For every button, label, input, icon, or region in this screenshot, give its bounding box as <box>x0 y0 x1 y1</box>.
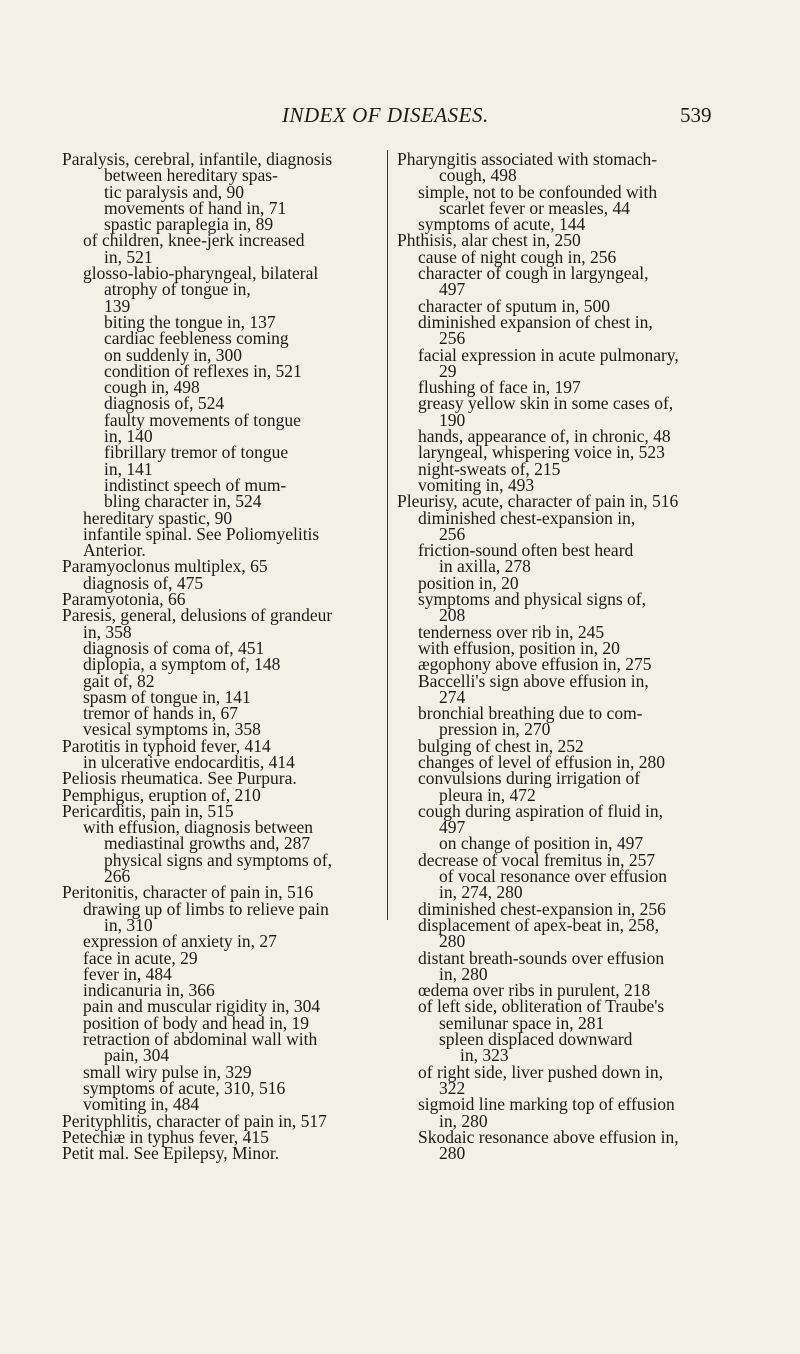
index-subentry-line: with effusion, diagnosis between <box>83 817 314 838</box>
index-subentry-line: diplopia, a symptom of, 148 <box>83 654 281 675</box>
index-subentry-line: in, 358 <box>83 621 132 642</box>
index-subentry-line: in, 280 <box>439 1110 488 1131</box>
index-subentry-line: diagnosis of, 524 <box>104 393 225 414</box>
index-subentry-line: symptoms and physical signs of, <box>418 589 646 610</box>
index-subentry-line: ægophony above effusion in, 275 <box>418 654 652 675</box>
index-subentry-line: vomiting in, 493 <box>418 474 535 495</box>
index-subentry-line: of left side, obliteration of Traube's <box>418 996 665 1017</box>
index-subentry-line: semilunar space in, 281 <box>439 1012 605 1033</box>
index-heading-line: Pleurisy, acute, character of pain in, 516 <box>397 491 679 512</box>
index-subentry-line: Baccelli's sign above effusion in, <box>418 670 649 691</box>
index-subentry-line: symptoms of acute, 144 <box>418 214 586 235</box>
index-subentry-line: convulsions during irrigation of <box>418 768 641 789</box>
index-subentry-line: spastic paraplegia in, 89 <box>104 214 274 235</box>
index-subentry-line: gait of, 82 <box>83 670 155 691</box>
index-subentry-line: flushing of face in, 197 <box>418 377 581 398</box>
index-subentry-line: in, 140 <box>104 426 153 447</box>
index-subentry-line: scarlet fever or measles, 44 <box>439 197 630 218</box>
index-subentry-line: hereditary spastic, 90 <box>83 507 233 528</box>
index-heading-line: Petit mal. See Epilepsy, Minor. <box>62 1143 280 1164</box>
index-subentry-line: symptoms of acute, 310, 516 <box>83 1077 286 1098</box>
index-subentry-line: tremor of hands in, 67 <box>83 703 239 724</box>
index-subentry-line: cough in, 498 <box>104 377 200 398</box>
index-subentry-line: of vocal resonance over effusion <box>439 866 668 887</box>
index-subentry-line: retraction of abdominal wall with <box>83 1029 318 1050</box>
index-subentry-line: 322 <box>439 1077 466 1098</box>
index-subentry-line: in, 274, 280 <box>439 882 523 903</box>
index-heading-line: Peritonitis, character of pain in, 516 <box>62 882 314 903</box>
running-head <box>0 103 800 133</box>
index-subentry-line: 497 <box>439 279 466 300</box>
index-subentry-line: cough during aspiration of fluid in, <box>418 800 663 821</box>
index-subentry-line: mediastinal growths and, 287 <box>104 833 311 854</box>
index-subentry-line: in, 141 <box>104 458 153 479</box>
index-subentry-line: simple, not to be confounded with <box>418 181 658 202</box>
index-subentry-line: Anterior. <box>83 540 146 561</box>
index-subentry-line: cough, 498 <box>439 165 517 186</box>
index-subentry-line: diagnosis of coma of, 451 <box>83 637 265 658</box>
column-divider <box>387 150 388 920</box>
index-subentry-line: 274 <box>439 686 466 707</box>
index-subentry-line: between hereditary spas- <box>104 165 278 186</box>
index-subentry-line: bronchial breathing due to com- <box>418 703 643 724</box>
index-heading-line: Phthisis, alar chest in, 250 <box>397 230 581 251</box>
index-subentry-line: œdema over ribs in purulent, 218 <box>418 980 651 1001</box>
index-subentry-line: on suddenly in, 300 <box>104 344 243 365</box>
index-heading-line: Paralysis, cerebral, infantile, diagnosis <box>62 149 333 169</box>
index-subentry-line: night-sweats of, 215 <box>418 458 561 479</box>
index-subentry-line: physical signs and symptoms of, <box>104 849 332 870</box>
index-subentry-line: face in acute, 29 <box>83 947 198 968</box>
index-subentry-line: position of body and head in, 19 <box>83 1012 310 1033</box>
index-subentry-line: in ulcerative endocarditis, 414 <box>83 751 295 772</box>
index-subentry-line: 139 <box>104 295 131 316</box>
index-subentry-line: in, 521 <box>104 246 153 267</box>
index-subentry-line: 256 <box>439 523 466 544</box>
index-subentry-line: bulging of chest in, 252 <box>418 735 584 756</box>
index-heading-line: Pemphigus, eruption of, 210 <box>62 784 261 805</box>
index-subentry-line: glosso-labio-pharyngeal, bilateral <box>83 263 319 284</box>
index-subentry-line: character of sputum in, 500 <box>418 295 610 316</box>
index-subentry-line: pain, 304 <box>104 1045 170 1066</box>
index-subentry-line: pleura in, 472 <box>439 784 536 805</box>
index-subentry-line: condition of reflexes in, 521 <box>104 360 302 381</box>
index-subentry-line: position in, 20 <box>418 572 519 593</box>
index-subentry-line: atrophy of tongue in, <box>104 279 251 300</box>
index-subentry-line: laryngeal, whispering voice in, 523 <box>418 442 665 463</box>
index-subentry-line: vesical symptoms in, 358 <box>83 719 261 740</box>
index-subentry-line: spasm of tongue in, 141 <box>83 686 251 707</box>
page-number: 539 <box>680 103 712 127</box>
index-subentry-line: in, 323 <box>460 1045 509 1066</box>
index-subentry-line: movements of hand in, 71 <box>104 197 287 218</box>
page-title: INDEX OF DISEASES. <box>282 103 489 127</box>
index-subentry-line: 190 <box>439 409 466 430</box>
index-subentry-line: pain and muscular rigidity in, 304 <box>83 996 321 1017</box>
index-subentry-line: in, 280 <box>439 963 488 984</box>
index-subentry-line: diminished chest-expansion in, 256 <box>418 898 666 919</box>
index-heading-line: Paresis, general, delusions of grandeur <box>62 605 333 626</box>
index-subentry-line: 280 <box>439 931 466 952</box>
index-subentry-line: distant breath-sounds over effusion <box>418 947 665 968</box>
index-subentry-line: diminished chest-expansion in, <box>418 507 636 528</box>
index-subentry-line: diminished expansion of chest in, <box>418 311 653 332</box>
index-heading-line: Paramyotonia, 66 <box>62 589 186 610</box>
index-subentry-line: infantile spinal. See Poliomyelitis <box>83 523 320 544</box>
index-subentry-line: facial expression in acute pulmonary, <box>418 344 679 365</box>
index-subentry-line: faulty movements of tongue <box>104 409 301 430</box>
index-heading-line: Peliosis rheumatica. See Purpura. <box>62 768 297 789</box>
index-subentry-line: displacement of apex-beat in, 258, <box>418 914 660 935</box>
index-subentry-line: fever in, 484 <box>83 963 172 984</box>
right-index-column <box>397 149 742 1164</box>
index-subentry-line: indistinct speech of mum- <box>104 474 287 495</box>
index-subentry-line: 29 <box>439 360 457 381</box>
index-subentry-line: character of cough in largyngeal, <box>418 263 649 284</box>
left-index-column <box>62 149 397 1164</box>
index-heading-line: Paramyoclonus multiplex, 65 <box>62 556 268 577</box>
index-subentry-line: cause of night cough in, 256 <box>418 246 617 267</box>
index-subentry-line: pression in, 270 <box>439 719 551 740</box>
index-subentry-line: tic paralysis and, 90 <box>104 181 244 202</box>
index-subentry-line: sigmoid line marking top of effusion <box>418 1094 675 1115</box>
index-subentry-line: tenderness over rib in, 245 <box>418 621 605 642</box>
index-subentry-line: expression of anxiety in, 27 <box>83 931 277 952</box>
index-subentry-line: on change of position in, 497 <box>439 833 644 854</box>
index-subentry-line: of children, knee-jerk increased <box>83 230 305 251</box>
index-subentry-line: in axilla, 278 <box>439 556 531 577</box>
index-subentry-line: greasy yellow skin in some cases of, <box>418 393 674 414</box>
index-subentry-line: in, 310 <box>104 914 153 935</box>
index-subentry-line: 497 <box>439 817 466 838</box>
index-subentry-line: 266 <box>104 866 131 887</box>
index-subentry-line: friction-sound often best heard <box>418 540 634 561</box>
index-subentry-line: cardiac feebleness coming <box>104 328 289 349</box>
index-subentry-line: biting the tongue in, 137 <box>104 311 276 332</box>
index-subentry-line: 256 <box>439 328 466 349</box>
index-subentry-line: small wiry pulse in, 329 <box>83 1061 252 1082</box>
index-subentry-line: fibrillary tremor of tongue <box>104 442 289 463</box>
index-heading-line: Perityphlitis, character of pain in, 517 <box>62 1110 327 1131</box>
index-subentry-line: bling character in, 524 <box>104 491 262 512</box>
index-heading-line: Pharyngitis associated with stomach- <box>397 149 658 169</box>
index-heading-line: Petechiæ in typhus fever, 415 <box>62 1126 269 1147</box>
index-subentry-line: decrease of vocal fremitus in, 257 <box>418 849 656 870</box>
index-heading-line: Pericarditis, pain in, 515 <box>62 800 234 821</box>
index-subentry-line: drawing up of limbs to relieve pain <box>83 898 329 919</box>
index-subentry-line: hands, appearance of, in chronic, 48 <box>418 426 671 447</box>
index-subentry-line: vomiting in, 484 <box>83 1094 200 1115</box>
index-subentry-line: 280 <box>439 1143 466 1164</box>
index-subentry-line: spleen displaced downward <box>439 1029 633 1050</box>
index-subentry-line: Skodaic resonance above effusion in, <box>418 1126 679 1147</box>
index-subentry-line: with effusion, position in, 20 <box>418 637 620 658</box>
index-subentry-line: indicanuria in, 366 <box>83 980 215 1001</box>
index-subentry-line: 208 <box>439 605 466 626</box>
index-heading-line: Parotitis in typhoid fever, 414 <box>62 735 271 756</box>
index-subentry-line: of right side, liver pushed down in, <box>418 1061 663 1082</box>
index-subentry-line: changes of level of effusion in, 280 <box>418 751 666 772</box>
index-subentry-line: diagnosis of, 475 <box>83 572 204 593</box>
